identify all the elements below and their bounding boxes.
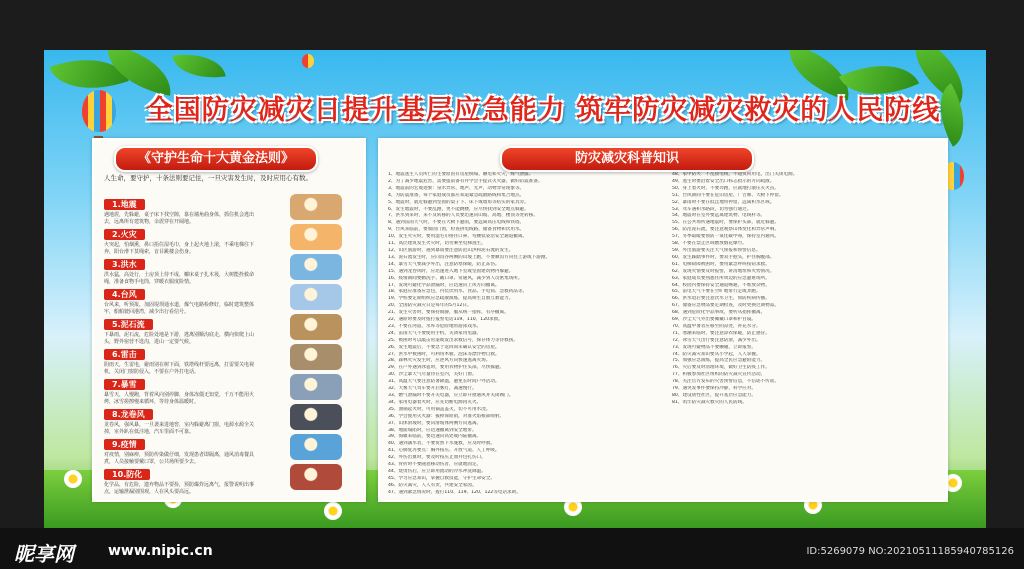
daisy-icon	[324, 502, 342, 520]
tip-line: 6、发生地震时，不要乱跑，更不能跳楼，应尽快找到安全地点躲避。	[388, 206, 529, 212]
tip-line: 70、高温中暑者应移至阴凉处，补充水分。	[672, 323, 761, 329]
rule-text: 下暴雨，泥石流，危险处地是下游，逃离别顺沟底走，横向快爬上山头，野外宿营不选沟，进山一定要气候。	[104, 332, 255, 345]
tip-line: 45、学习应急知识，掌握自救技能，守护生命安全。	[388, 475, 495, 481]
tip-line: 78、关注官方发布的灾害预警信息，不信谣不传谣。	[672, 379, 779, 385]
tip-line: 22、遇险时要及时拨打报警电话119、110、120求救。	[388, 317, 503, 323]
tip-line: 3、地震前的宏观迹象：泉水异常、地声、光声、动物异常现象等。	[388, 185, 525, 191]
rule-text: 遇地震，先躲避，桌子床下找空隙，靠在墙角曲身体，抓住机会逃出去，远离所有建筑物，余震穿在开阔地。	[104, 212, 255, 225]
tip-line: 75、加强应急演练，提高全民应急避险能力。	[672, 358, 766, 364]
rule-text: 火突起，怕烟熏，鼻口捂住湿毛巾，身上起火地上滚，不乘电梯往下奔，阳台滑下莫绳索，盲目跳楼会伤身。	[104, 242, 255, 255]
rule-text: 阴雨天，生雷电，避雨别在树下面，铁塔线杆要远离，打雷要关电视机，关闭门窗防侵入，不要在户外打电话。	[104, 362, 255, 375]
left-panel-heading: 《守护生命十大黄金法则》	[114, 146, 318, 172]
tip-line: 72、冰雪天气出行要注意防滑，减少外出。	[672, 337, 761, 343]
tip-line: 62、发现火情要及时报警，讲清地址和火势情况。	[672, 268, 775, 274]
tip-line: 8、遇到雷雨天气时，不要在大树下避雨，要远离高压电线和铁塔。	[388, 220, 525, 226]
tip-line: 47、遇到紧急情况时，拨打110、119、120、122等电话求助。	[388, 489, 521, 494]
watermark-url: www.nipic.cn	[108, 543, 213, 559]
tip-line: 60、发生踩踏事件时，要双手抱头，护住胸腹部。	[672, 254, 775, 260]
rule-illustration	[290, 404, 342, 430]
tip-line: 81、筑牢防灾减灾救灾的人民防线。	[672, 399, 747, 405]
hot-air-balloon-icon	[82, 90, 116, 132]
rule-label: 3.洪水	[104, 259, 145, 270]
tip-line: 64、校园内要保持安全通道畅通，不堆放杂物。	[672, 282, 770, 288]
rule-item	[104, 342, 254, 376]
tip-line: 76、灾后要及时清理环境，做好卫生防疫工作。	[672, 365, 770, 371]
leaf-decoration	[172, 50, 225, 83]
tip-line: 63、家庭成员要熟悉住所周边的应急避难场所。	[672, 275, 770, 281]
tip-line: 38、地面塌陷时，应迅速撤离到安全地带。	[388, 427, 477, 433]
rule-illustration	[290, 284, 342, 310]
rule-item	[104, 282, 254, 316]
left-panel-intro: 人生命，要守护，十条法则要记住，一旦灾害发生时，及时应用心有数。	[104, 174, 312, 182]
tip-line: 4、为防震准备，每个家庭成员都应知道紧急疏散路线和集合地点。	[388, 192, 525, 198]
rule-illustration	[290, 464, 342, 490]
tip-line: 67、储备应急物品要定期检查，及时更换过期物品。	[672, 303, 779, 309]
tip-line: 1、地震逃生人员所亡的主要原因有房屋倒塌、触电和火灾，煤气泄露。	[388, 172, 534, 177]
left-panel	[92, 138, 366, 502]
rule-illustration	[290, 224, 342, 250]
rule-label: 6.雷击	[104, 349, 145, 360]
tip-line: 35、油锅起火时，可用锅盖盖灭，切不可用水浇。	[388, 406, 491, 412]
tip-line: 32、大雾天气驾车要开启雾灯，减速慢行。	[388, 386, 477, 392]
tip-line: 77、积极参加社区组织的防灾减灾宣传活动。	[672, 372, 766, 378]
rule-text: 对疫情，别麻痹，预防传染做仔细，发现患者即隔离，通风消毒餐具煮，人员接触要戴口罩，公共场所要少去。	[104, 452, 255, 465]
tip-line: 2、为了减少地震危害，需要提前备有并学会手提式灭火器，做好防震准备。	[388, 178, 543, 184]
tip-line: 71、寒潮来临时，要注意添衣保暖，防止感冒。	[672, 330, 770, 336]
tip-line: 37、山体滑坡时，要向滑坡体两侧方向逃离。	[388, 420, 482, 426]
tip-line: 12、山区旅游时，遇到暴雨要注意防范山洪和泥石流的发生。	[388, 247, 514, 253]
tip-line: 49、逃生时要沿着安全出口标志指示的方向疏散。	[672, 178, 775, 184]
tip-line: 33、燃气泄漏时不要开关电器，应立即开窗通风并关闭阀门。	[388, 393, 514, 398]
tip-line: 54、地震时在室外要远离建筑物、电线杆等。	[672, 213, 766, 219]
tip-line: 5、地震时，就近躲避到坚固的桌子下、床下或墙角等结实的家具旁。	[388, 199, 529, 205]
tip-line: 36、学会使用灭火器：拔掉保险销，对准火焰根部喷射。	[388, 413, 505, 419]
rule-item	[104, 372, 254, 406]
tip-line: 13、泥石流发生时，应向沟谷两侧的山坡上跑，不要顺沟方向往上游或下游跑。	[388, 254, 551, 260]
tip-line: 31、高温天气要注意防暑降温，避免长时间户外活动。	[388, 379, 500, 385]
rule-item	[104, 222, 254, 256]
tip-line: 24、雷雨天气不要使用手机，关闭家用电器。	[388, 330, 482, 336]
tip-line: 21、发生灾害时，要保持镇静，服从统一指挥，有序撤离。	[388, 310, 509, 316]
rule-label: 1.地震	[104, 199, 145, 210]
tip-line: 80、建设韧性社区，提升基层应急能力。	[672, 393, 756, 398]
tip-line: 39、海啸来临前，要迅速向高处或内陆撤离。	[388, 434, 482, 440]
rule-item	[104, 192, 254, 226]
rule-label: 7.暴雪	[104, 379, 145, 390]
tip-line: 73、发现可疑物品不要触碰，立即报警。	[672, 344, 756, 350]
rule-text: 洪水猛，高处行，土房顶上待不成，椰床桌子扎木筏，大树能拴救命绳，准备食物手电筒，穿暖衣服度险情。	[104, 272, 255, 285]
tip-line: 41、心肺复苏要点：胸外按压、开放气道、人工呼吸。	[388, 448, 500, 454]
tip-line: 59、外出旅游要关注天气预报和预警信息。	[672, 247, 761, 253]
rule-text: 化学品，有危险，遗弃物品不要捡，预防爆炸远离气，报警说明出事点，运输泄漏别围观，人在风头要高远。	[104, 482, 255, 495]
rule-label: 2.火灾	[104, 229, 145, 240]
tip-line: 68、遇到危险化学品事故，要听从指挥撤离。	[672, 310, 766, 316]
tip-line: 30、沙尘暴天气尽量待在室内，关好门窗。	[388, 372, 477, 378]
tip-line: 55、在公共场所遇地震时，要保护头部，就近躲避。	[672, 220, 779, 226]
tip-line: 61、电梯故障被困时，要用紧急呼叫按钮求救。	[672, 261, 770, 267]
tip-line: 58、不要在禁止区域燃放烟花爆竹。	[672, 241, 747, 247]
tip-line: 15、遇到龙卷风时，应迅速进入地下室或坚固建筑物内躲避。	[388, 268, 514, 274]
tip-line: 44、烧烫伤后，应立即用流动的冷水冲洗降温。	[388, 468, 486, 474]
tip-line: 9、台风来临前，要加固门窗，检查供电线路，储备食物和饮用水。	[388, 227, 525, 233]
tips-column-left	[388, 172, 668, 494]
tip-line: 25、被困时可以敲击管道或发出求救信号，保存体力等待救援。	[388, 337, 518, 343]
tip-line: 51、台风期间不要在危旧房屋、广告牌、大树下停留。	[672, 192, 784, 198]
tip-line: 69、沙尘天气外出要佩戴口罩和护目镜。	[672, 317, 756, 323]
tip-line: 43、骨折时不要随意移动伤者，应就地固定。	[388, 462, 482, 468]
rule-item	[104, 252, 254, 286]
tip-line: 53、驾车遇积水路段，切勿强行通过。	[672, 206, 752, 212]
tip-line: 10、发生火灾时，要用湿毛巾捂住口鼻，弯腰低姿沿安全通道撤离。	[388, 234, 528, 240]
tip-line: 52、暴雨时不要在低洼地带停留，远离积水区域。	[672, 199, 775, 205]
tip-line: 42、外伤出血时，要及时按压止血并包扎伤口。	[388, 455, 486, 461]
rule-text: 龙卷风，强风暴，一旦袭来进地窖，室内躲避离门窗，电源水源全关掉，室外趴在低洼地，汽车里面不可靠。	[104, 422, 255, 435]
tip-line: 29、在户外遇到冰雹时，要用衣物护住头部，尽快躲避。	[388, 365, 505, 371]
tip-line: 57、冬季取暖要预防一氧化碳中毒，保持室内通风。	[672, 234, 779, 240]
tip-line: 17、发现可疑化学品泄漏时，应迅速向上风方向撤离。	[388, 282, 500, 288]
tip-line: 74、防灾减灾知识要从小学起，人人掌握。	[672, 351, 761, 357]
tip-line: 19、学校要定期组织应急疏散演练，提高师生自救互救能力。	[388, 296, 514, 302]
poster-title: 全国防灾减灾日提升基层应急能力 筑牢防灾减灾救灾的人民防线	[145, 95, 941, 126]
rule-label: 10.防化	[104, 469, 150, 480]
rule-item	[104, 462, 254, 496]
rule-label: 8.龙卷风	[104, 409, 153, 420]
tip-line: 20、全国防灾减灾日是每年的5月12日。	[388, 303, 472, 309]
rule-illustration	[290, 314, 342, 340]
tips-column-right	[672, 172, 936, 494]
tip-line: 56、防范泥石流，要注意观察山体变化和异常声响。	[672, 227, 779, 233]
rule-label: 9.疫情	[104, 439, 145, 450]
rule-text: 台风来，听预报，加固堤坝通水道，煤气电路检修好，临时建筑整体牢，船舶驶回港湾，减少出行看信号。	[104, 302, 255, 315]
tip-line: 48、家中防火：不乱接电线，不超负荷用电，出门关闭电源。	[672, 172, 798, 177]
rule-illustration	[290, 194, 342, 220]
rule-label: 4.台风	[104, 289, 145, 300]
daisy-icon	[64, 470, 82, 488]
tip-line: 23、不要在河道、水库等危险地带游泳戏水。	[388, 323, 482, 329]
hot-air-balloon-icon	[302, 54, 314, 68]
tip-line: 26、发生地震后，不要急于返回尚未确认安全的房屋。	[388, 344, 500, 350]
rule-illustration	[290, 374, 342, 400]
tip-line: 46、防灾减灾，人人有责，共建安全家园。	[388, 482, 477, 488]
tip-line: 65、雷电天气不要在空旷地带行走或奔跑。	[672, 289, 761, 295]
tip-line: 16、疫情期间要勤洗手、戴口罩、常通风，减少到人员密集场所。	[388, 275, 523, 281]
tip-line: 79、遇突发事件要保持冷静，科学应对。	[672, 386, 756, 392]
tip-line: 27、洪水中被困时，可利用木板、泡沫等漂浮物自救。	[388, 351, 500, 357]
rule-item	[104, 312, 254, 346]
rule-illustration	[290, 254, 342, 280]
rule-illustration	[290, 434, 342, 460]
watermark-logo: 昵享网	[14, 542, 74, 566]
watermark-id: ID:5269079 NO:20210511185940785126	[806, 546, 1014, 557]
rule-label: 5.泥石流	[104, 319, 153, 330]
tip-line: 11、高层建筑发生火灾时，切勿乘坐电梯逃生。	[388, 241, 486, 247]
rule-text: 暴雪天，人慢跑，背着风向别停脚，身体冻僵无知觉，千万不能用火烤，冰雪搓擦慢来循环，等待身体温暖时。	[104, 392, 255, 405]
rule-item	[104, 432, 254, 466]
tip-line: 18、家庭应准备应急包，内装饮用水、食品、手电筒、急救药品等。	[388, 289, 528, 295]
tip-line: 14、暴雪天气要减少外出，注意防寒保暖，防止冻伤。	[388, 261, 500, 267]
tip-line: 7、洪水到来时，来不及转移的人员要迅速向山坡、高地、楼顶等处转移。	[388, 213, 538, 219]
tip-line: 50、身上着火时，不要奔跑，应就地打滚压灭火苗。	[672, 185, 779, 191]
tip-line: 34、家用电器着火时，应先切断电源再灭火。	[388, 399, 482, 405]
rule-illustration	[290, 344, 342, 370]
right-panel-heading: 防灾减灾科普知识	[500, 146, 754, 172]
tip-line: 28、森林火灾发生时，应逆风方向快速逃离火场。	[388, 358, 491, 364]
tip-line: 40、遇到溺水者，不要贸然下水施救，应及时呼救。	[388, 441, 495, 447]
tip-line: 66、洪水退后要注意饮水卫生，预防疾病传播。	[672, 296, 770, 302]
rule-item	[104, 402, 254, 436]
